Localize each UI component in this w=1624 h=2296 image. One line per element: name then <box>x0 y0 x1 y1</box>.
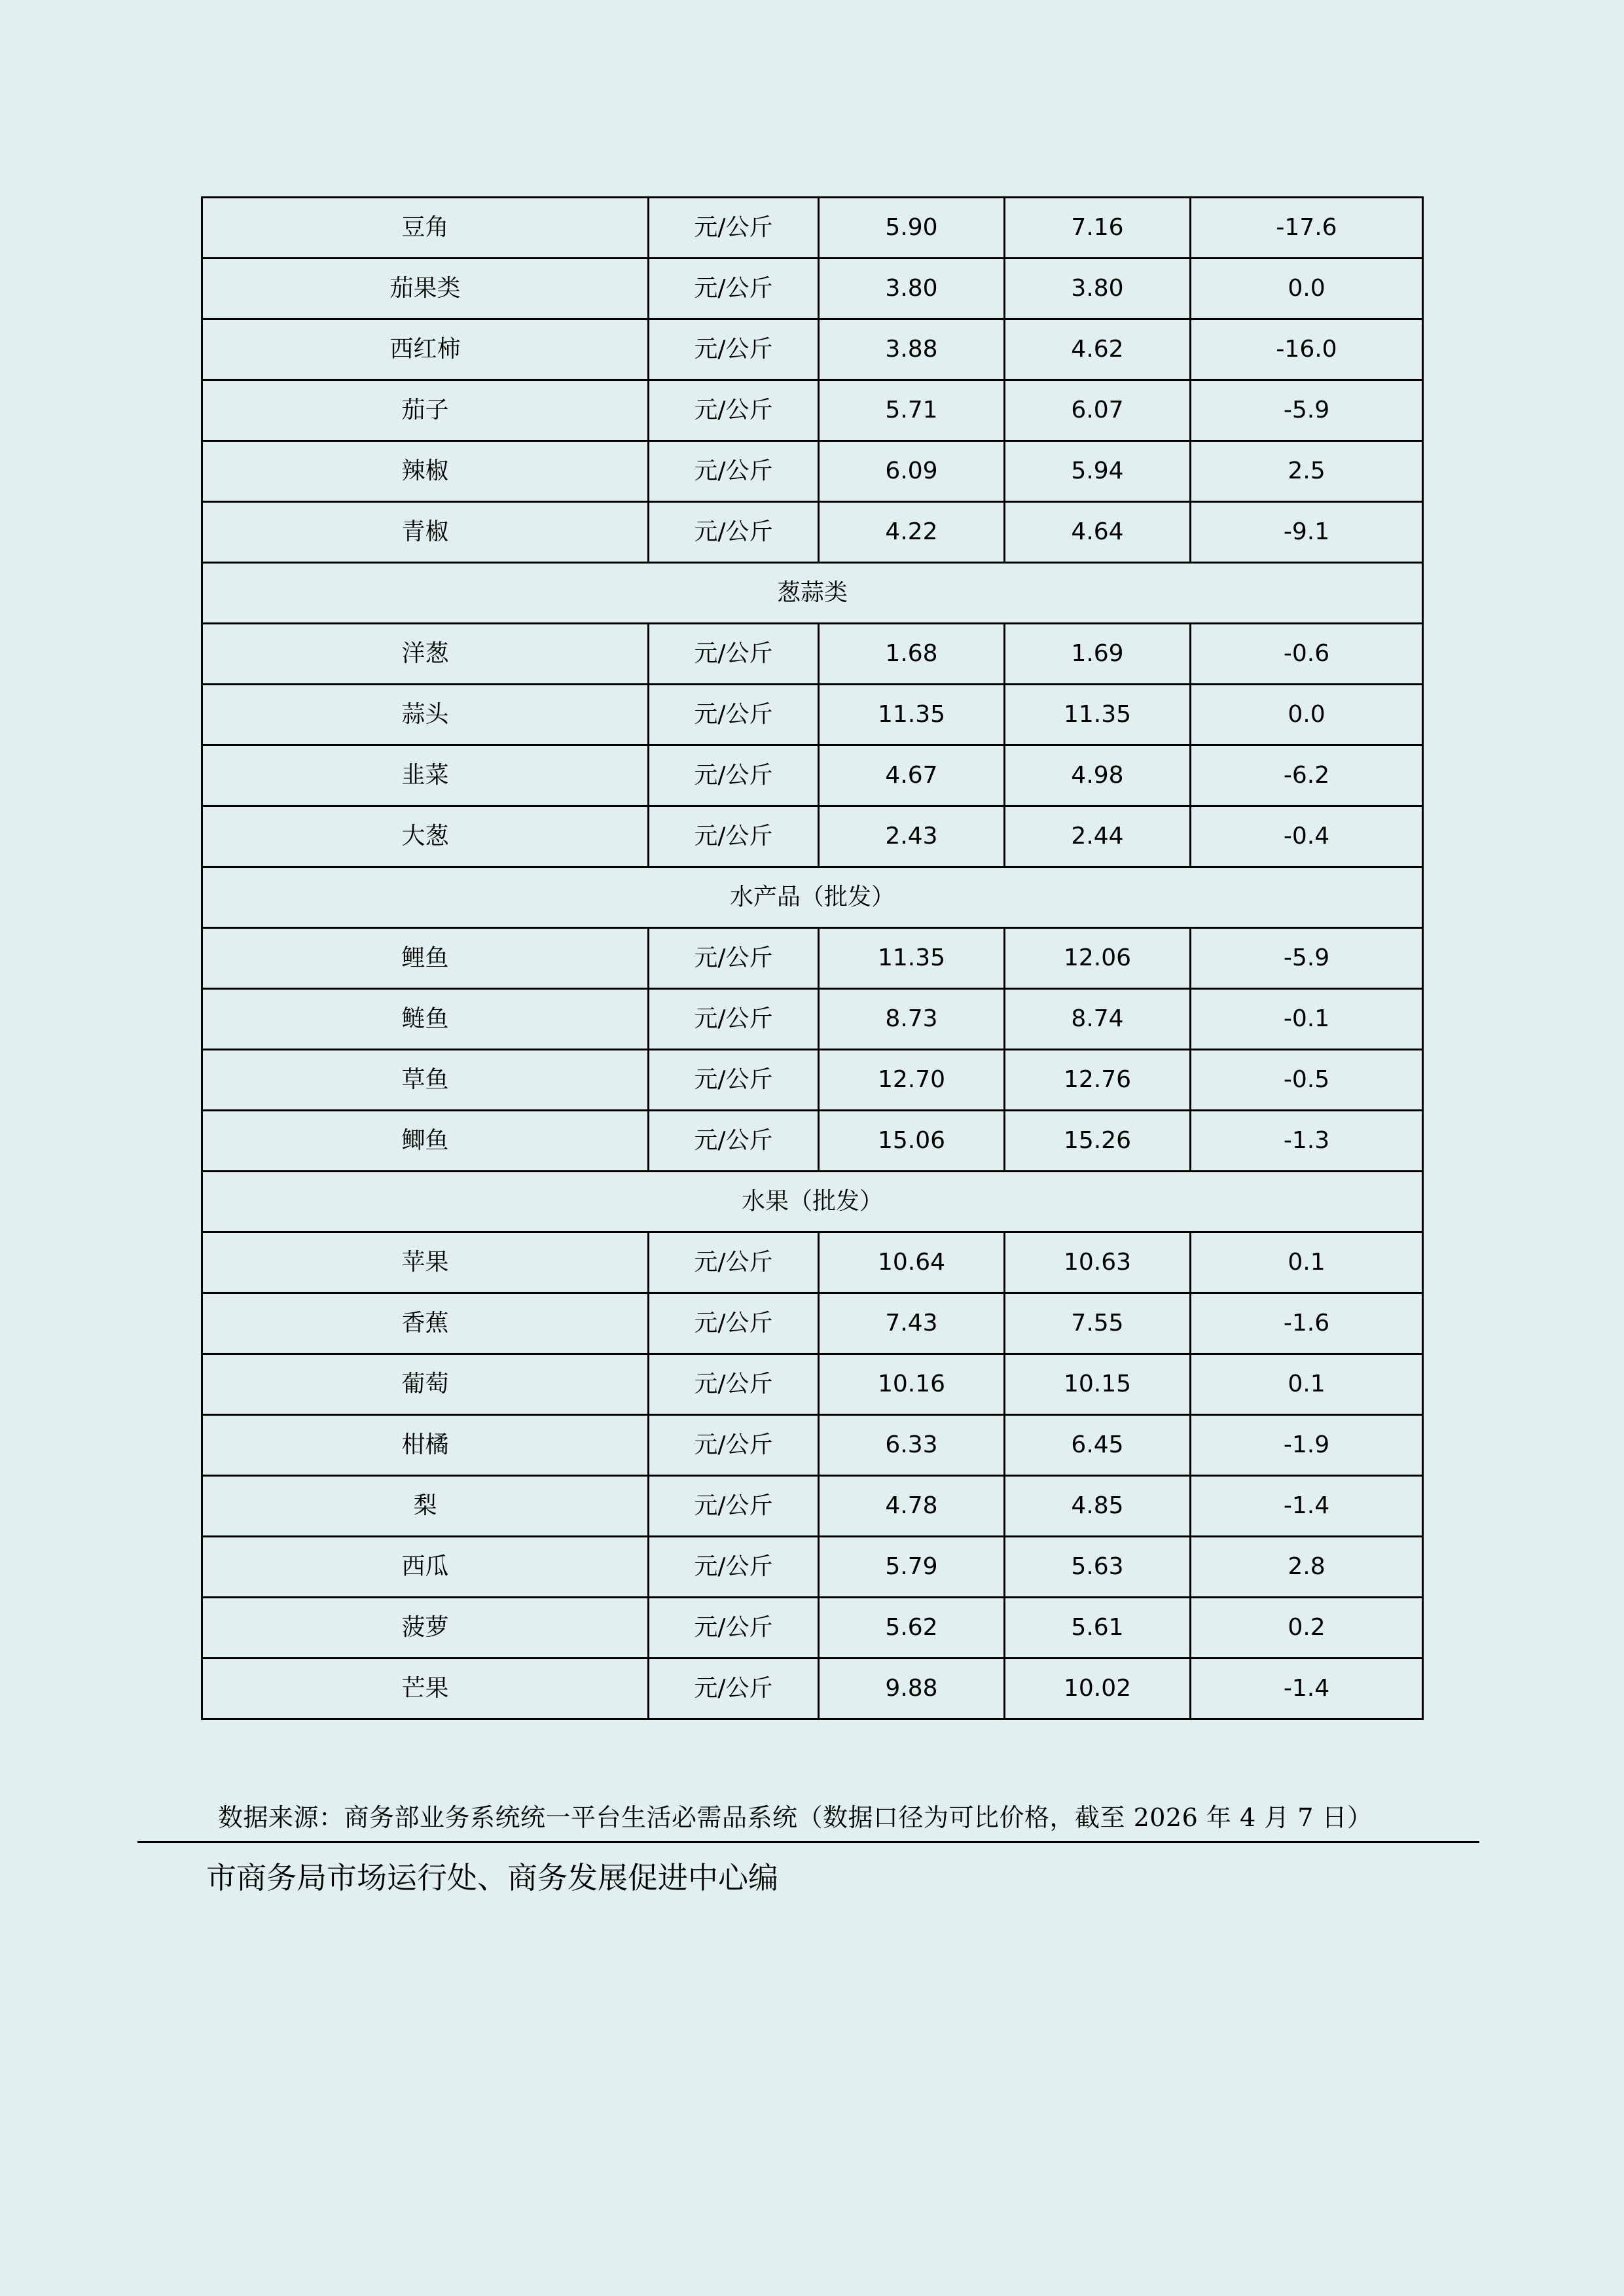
section-title: 葱蒜类 <box>202 563 1423 624</box>
change-percent-cell: -1.9 <box>1191 1415 1423 1476</box>
previous-price-cell: 6.45 <box>1005 1415 1191 1476</box>
item-name-cell: 大葱 <box>202 806 649 867</box>
unit-cell: 元/公斤 <box>649 380 819 441</box>
previous-price-cell: 10.63 <box>1005 1232 1191 1293</box>
item-name-cell: 豆角 <box>202 198 649 259</box>
item-name-cell: 鲤鱼 <box>202 928 649 989</box>
unit-cell: 元/公斤 <box>649 1415 819 1476</box>
previous-price-cell: 11.35 <box>1005 685 1191 745</box>
data-source-note: 数据来源：商务部业务系统统一平台生活必需品系统（数据口径为可比价格，截至 2026 年 4 月 7 日） <box>218 1803 1373 1832</box>
table-row <box>202 1354 1423 1415</box>
table-row <box>202 1050 1423 1111</box>
unit-cell: 元/公斤 <box>649 745 819 806</box>
table-row <box>202 1476 1423 1537</box>
unit-cell: 元/公斤 <box>649 1050 819 1111</box>
section-title: 水果（批发） <box>202 1172 1423 1232</box>
current-price-cell: 6.33 <box>819 1415 1005 1476</box>
current-price-cell: 12.70 <box>819 1050 1005 1111</box>
change-percent-cell: -1.6 <box>1191 1293 1423 1354</box>
price-table <box>201 196 1424 1720</box>
item-name-cell: 鲢鱼 <box>202 989 649 1050</box>
item-name-cell: 韭菜 <box>202 745 649 806</box>
section-header-row <box>202 1172 1423 1232</box>
table-row <box>202 745 1423 806</box>
change-percent-cell: -0.4 <box>1191 806 1423 867</box>
current-price-cell: 4.67 <box>819 745 1005 806</box>
table-row <box>202 1659 1423 1719</box>
previous-price-cell: 7.16 <box>1005 198 1191 259</box>
unit-cell: 元/公斤 <box>649 928 819 989</box>
item-name-cell: 茄子 <box>202 380 649 441</box>
previous-price-cell: 4.98 <box>1005 745 1191 806</box>
current-price-cell: 9.88 <box>819 1659 1005 1719</box>
item-name-cell: 西红柿 <box>202 319 649 380</box>
section-header-row <box>202 563 1423 624</box>
footer-divider <box>137 1841 1479 1843</box>
unit-cell: 元/公斤 <box>649 502 819 563</box>
table-row <box>202 380 1423 441</box>
table-row <box>202 685 1423 745</box>
previous-price-cell: 1.69 <box>1005 624 1191 685</box>
table-row <box>202 1598 1423 1659</box>
current-price-cell: 5.71 <box>819 380 1005 441</box>
unit-cell: 元/公斤 <box>649 1354 819 1415</box>
unit-cell: 元/公斤 <box>649 624 819 685</box>
previous-price-cell: 6.07 <box>1005 380 1191 441</box>
unit-cell: 元/公斤 <box>649 259 819 319</box>
previous-price-cell: 4.62 <box>1005 319 1191 380</box>
previous-price-cell: 7.55 <box>1005 1293 1191 1354</box>
unit-cell: 元/公斤 <box>649 1659 819 1719</box>
price-table-body <box>202 198 1423 1719</box>
table-row <box>202 1111 1423 1172</box>
editor-credit: 市商务局市场运行处、商务发展促进中心编 <box>206 1860 778 1895</box>
table-row <box>202 259 1423 319</box>
current-price-cell: 7.43 <box>819 1293 1005 1354</box>
change-percent-cell: -17.6 <box>1191 198 1423 259</box>
previous-price-cell: 10.15 <box>1005 1354 1191 1415</box>
previous-price-cell: 3.80 <box>1005 259 1191 319</box>
previous-price-cell: 15.26 <box>1005 1111 1191 1172</box>
unit-cell: 元/公斤 <box>649 1476 819 1537</box>
current-price-cell: 6.09 <box>819 441 1005 502</box>
table-row <box>202 319 1423 380</box>
change-percent-cell: -0.6 <box>1191 624 1423 685</box>
unit-cell: 元/公斤 <box>649 1537 819 1598</box>
previous-price-cell: 4.85 <box>1005 1476 1191 1537</box>
change-percent-cell: -9.1 <box>1191 502 1423 563</box>
change-percent-cell: -6.2 <box>1191 745 1423 806</box>
current-price-cell: 10.64 <box>819 1232 1005 1293</box>
current-price-cell: 4.78 <box>819 1476 1005 1537</box>
change-percent-cell: 0.2 <box>1191 1598 1423 1659</box>
current-price-cell: 11.35 <box>819 928 1005 989</box>
unit-cell: 元/公斤 <box>649 685 819 745</box>
previous-price-cell: 12.76 <box>1005 1050 1191 1111</box>
current-price-cell: 11.35 <box>819 685 1005 745</box>
current-price-cell: 15.06 <box>819 1111 1005 1172</box>
unit-cell: 元/公斤 <box>649 989 819 1050</box>
current-price-cell: 10.16 <box>819 1354 1005 1415</box>
section-title: 水产品（批发） <box>202 867 1423 928</box>
item-name-cell: 葡萄 <box>202 1354 649 1415</box>
previous-price-cell: 5.94 <box>1005 441 1191 502</box>
previous-price-cell: 2.44 <box>1005 806 1191 867</box>
unit-cell: 元/公斤 <box>649 1232 819 1293</box>
item-name-cell: 菠萝 <box>202 1598 649 1659</box>
section-header-row <box>202 867 1423 928</box>
table-row <box>202 928 1423 989</box>
item-name-cell: 梨 <box>202 1476 649 1537</box>
unit-cell: 元/公斤 <box>649 198 819 259</box>
change-percent-cell: -5.9 <box>1191 380 1423 441</box>
current-price-cell: 5.90 <box>819 198 1005 259</box>
change-percent-cell: -1.3 <box>1191 1111 1423 1172</box>
table-row <box>202 1232 1423 1293</box>
previous-price-cell: 8.74 <box>1005 989 1191 1050</box>
item-name-cell: 茄果类 <box>202 259 649 319</box>
change-percent-cell: -16.0 <box>1191 319 1423 380</box>
unit-cell: 元/公斤 <box>649 1111 819 1172</box>
current-price-cell: 1.68 <box>819 624 1005 685</box>
item-name-cell: 香蕉 <box>202 1293 649 1354</box>
current-price-cell: 4.22 <box>819 502 1005 563</box>
item-name-cell: 洋葱 <box>202 624 649 685</box>
previous-price-cell: 12.06 <box>1005 928 1191 989</box>
previous-price-cell: 10.02 <box>1005 1659 1191 1719</box>
item-name-cell: 草鱼 <box>202 1050 649 1111</box>
change-percent-cell: 0.1 <box>1191 1354 1423 1415</box>
change-percent-cell: -1.4 <box>1191 1476 1423 1537</box>
current-price-cell: 5.62 <box>819 1598 1005 1659</box>
item-name-cell: 苹果 <box>202 1232 649 1293</box>
item-name-cell: 西瓜 <box>202 1537 649 1598</box>
current-price-cell: 5.79 <box>819 1537 1005 1598</box>
table-row <box>202 441 1423 502</box>
current-price-cell: 3.80 <box>819 259 1005 319</box>
previous-price-cell: 4.64 <box>1005 502 1191 563</box>
unit-cell: 元/公斤 <box>649 441 819 502</box>
previous-price-cell: 5.63 <box>1005 1537 1191 1598</box>
table-row <box>202 1537 1423 1598</box>
change-percent-cell: 0.0 <box>1191 259 1423 319</box>
current-price-cell: 8.73 <box>819 989 1005 1050</box>
item-name-cell: 辣椒 <box>202 441 649 502</box>
item-name-cell: 柑橘 <box>202 1415 649 1476</box>
table-row <box>202 1293 1423 1354</box>
item-name-cell: 鲫鱼 <box>202 1111 649 1172</box>
change-percent-cell: 0.0 <box>1191 685 1423 745</box>
change-percent-cell: -0.5 <box>1191 1050 1423 1111</box>
table-row <box>202 198 1423 259</box>
table-row <box>202 1415 1423 1476</box>
change-percent-cell: 2.8 <box>1191 1537 1423 1598</box>
unit-cell: 元/公斤 <box>649 1598 819 1659</box>
previous-price-cell: 5.61 <box>1005 1598 1191 1659</box>
item-name-cell: 蒜头 <box>202 685 649 745</box>
current-price-cell: 2.43 <box>819 806 1005 867</box>
change-percent-cell: -1.4 <box>1191 1659 1423 1719</box>
change-percent-cell: 0.1 <box>1191 1232 1423 1293</box>
table-row <box>202 989 1423 1050</box>
table-row <box>202 624 1423 685</box>
unit-cell: 元/公斤 <box>649 1293 819 1354</box>
change-percent-cell: -0.1 <box>1191 989 1423 1050</box>
table-row <box>202 502 1423 563</box>
table-row <box>202 806 1423 867</box>
unit-cell: 元/公斤 <box>649 806 819 867</box>
unit-cell: 元/公斤 <box>649 319 819 380</box>
change-percent-cell: 2.5 <box>1191 441 1423 502</box>
item-name-cell: 芒果 <box>202 1659 649 1719</box>
item-name-cell: 青椒 <box>202 502 649 563</box>
current-price-cell: 3.88 <box>819 319 1005 380</box>
change-percent-cell: -5.9 <box>1191 928 1423 989</box>
